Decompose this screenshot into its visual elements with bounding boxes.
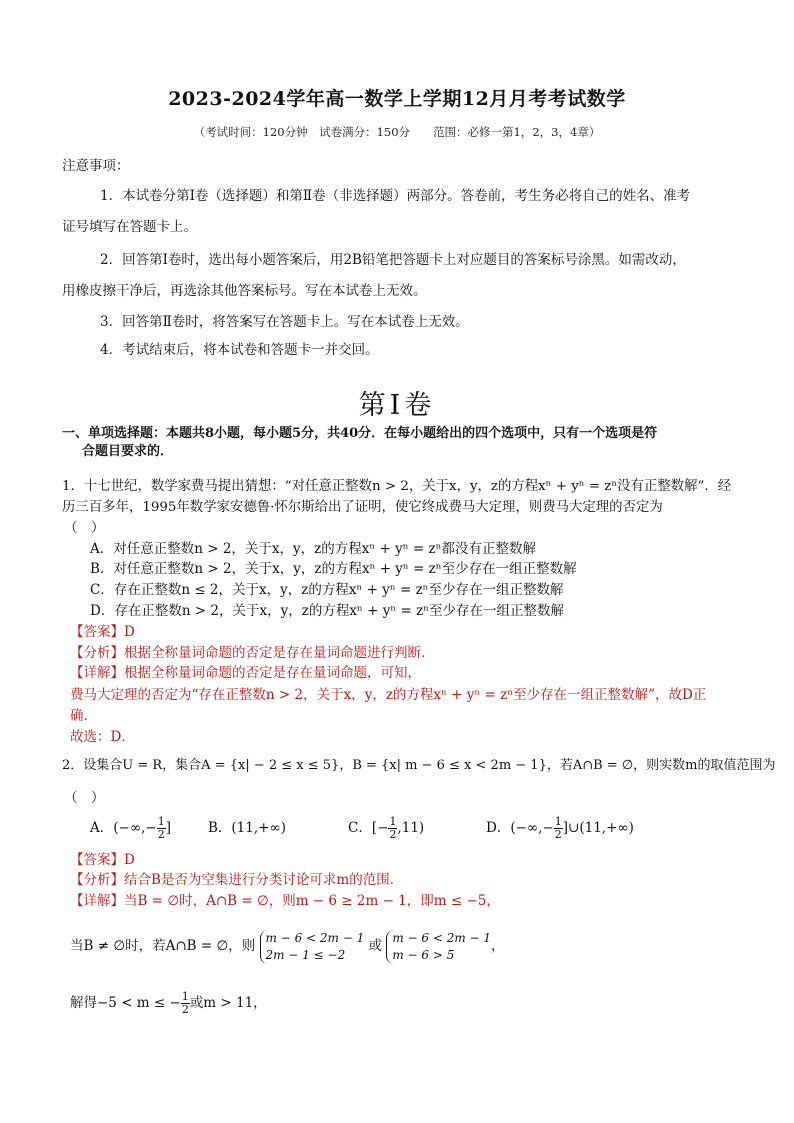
fraction-denominator: 2 <box>554 828 562 841</box>
fraction <box>554 816 563 841</box>
system-1-row-2: 2m − 1 ≤ −2 <box>265 947 346 962</box>
q1-option-a: A．对任意正整数n > 2，关于x，y，z的方程xⁿ + yⁿ = zⁿ都没有正整数解 <box>90 541 536 557</box>
q2-solution-suffix: 或m > 11， <box>189 995 267 1011</box>
section-instruction: 一、单项选择题：本题共8小题，每小题5分，共40分．在每小题给出的四个选项中，只有一个选项是符 <box>62 426 658 441</box>
fraction-numerator: 1 <box>554 815 562 828</box>
q2-detail-case-2 <box>70 926 505 966</box>
q2-detail: 【详解】当B = ∅时，A∩B = ∅，则m − 6 ≥ 2m − 1，即m ≤ −5， <box>70 893 500 909</box>
q1-option-b: B．对任意正整数n > 2，关于x，y，z的方程xⁿ + yⁿ = zⁿ至少存在一组正整数解 <box>90 561 577 577</box>
q1-stem: 1．十七世纪，数学家费马提出猜想：“对任意正整数n > 2，关于x，y，z的方程xⁿ + yⁿ = zⁿ没有正整数解”．经 <box>62 479 732 494</box>
fraction <box>157 816 166 841</box>
q1-detail: 【详解】根据全称量词命题的否定是存在量词命题，可知， <box>70 665 421 681</box>
q2-option-a-right: ] <box>165 820 171 836</box>
notice-item-4: 4．考试结束后，将本试卷和答题卡一并交回。 <box>100 342 379 358</box>
q2-option-a-label: A． <box>90 820 114 836</box>
fraction-numerator: 1 <box>389 815 397 828</box>
fraction-denominator: 2 <box>157 828 165 841</box>
q1-analysis: 【分析】根据全称量词命题的否定是存在量词命题进行判断． <box>70 645 435 661</box>
q2-option-c-left: [− <box>371 820 389 836</box>
q1-conclusion: 故选：D． <box>70 729 135 745</box>
fraction-denominator: 2 <box>389 828 397 841</box>
fraction-denominator: 2 <box>181 1003 189 1016</box>
section-title: 第Ⅰ卷 <box>358 390 436 421</box>
fraction-numerator: 1 <box>157 815 165 828</box>
notice-item-3: 3．回答第Ⅱ卷时，将答案写在答题卡上。写在本试卷上无效。 <box>100 314 469 330</box>
q2-option-d-label: D． <box>486 820 511 836</box>
notice-item-1: 1．本试卷分第Ⅰ卷（选择题）和第Ⅱ卷（非选择题）两部分。答卷前，考生务必将自己的姓名、准考 <box>100 188 691 204</box>
notice-item-2-cont: 用橡皮擦干净后，再选涂其他答案标号。写在本试卷上无效。 <box>62 283 427 299</box>
or-word: 或 <box>368 938 383 954</box>
notice-item-2: 2．回答第Ⅰ卷时，选出每小题答案后，用2B铅笔把答题卡上对应题目的答案标号涂黑。如需改动， <box>100 252 686 268</box>
q2-case-2-prefix: 当B ≠ ∅时，若A∩B = ∅，则 <box>70 938 256 954</box>
q1-detail-end: 确． <box>70 708 97 724</box>
q2-stem: 2．设集合U = R，集合A = {x| − 2 ≤ x ≤ 5}，B = {x| m − 6 ≤ x < 2m − 1}，若A∩B = ∅，则实数m的取值范围为 <box>62 758 776 773</box>
q2-option-d-left: (−∞,− <box>510 820 554 836</box>
fraction <box>181 991 190 1016</box>
notice-item-1-cont: 证号填写在答题卡上。 <box>62 219 197 235</box>
system-1-row-1: m − 6 < 2m − 1 <box>265 930 365 945</box>
q2-answer-paren: （ ） <box>64 790 105 806</box>
q2-answer: 【答案】D <box>70 852 135 868</box>
inequality-system-2 <box>386 930 491 964</box>
q2-option-c <box>348 814 424 842</box>
q1-option-d: D．存在正整数n > 2，关于x，y，z的方程xⁿ + yⁿ = zⁿ至少存在一组正整数解 <box>90 603 565 619</box>
q2-option-c-right: ,11) <box>397 820 425 836</box>
fraction-numerator: 1 <box>181 990 189 1003</box>
q2-option-b: B．(11,+∞) <box>208 820 286 836</box>
system-2-row-1: m − 6 < 2m − 1 <box>392 930 492 945</box>
exam-title: 2023-2024学年高一数学上学期12月月考考试数学 <box>168 88 626 110</box>
q2-solution-prefix: 解得−5 < m ≤ − <box>70 995 181 1011</box>
section-instruction-cont: 合题目要求的． <box>82 444 174 459</box>
inequality-system-1 <box>260 930 365 964</box>
exam-subtitle: （考试时间：120分钟 试卷满分：150分 范围：必修一第1，2，3，4章） <box>193 125 601 139</box>
q2-analysis: 【分析】结合B是否为空集进行分类讨论可求m的范围． <box>70 872 404 888</box>
q1-stem-cont: 历三百多年，1995年数学家安德鲁·怀尔斯给出了证明，使它终成费马大定理，则费马大定理的否定为 <box>62 500 663 515</box>
q1-answer-paren: （ ） <box>64 520 105 536</box>
q1-detail-cont: 费马大定理的否定为“存在正整数n > 2，关于x，y，z的方程xⁿ + yⁿ = zⁿ至少存在一组正整数解”，故D正 <box>70 687 707 703</box>
system-2-row-2: m − 6 > 5 <box>392 947 455 962</box>
q2-case-2-suffix: ， <box>491 938 505 954</box>
q2-option-d <box>486 814 634 842</box>
q2-option-d-right: ]∪(11,+∞) <box>562 820 634 836</box>
q2-solution <box>70 988 267 1018</box>
notice-heading: 注意事项： <box>62 158 130 174</box>
q2-option-a-left: (−∞,− <box>113 820 157 836</box>
q1-option-c: C．存在正整数n ≤ 2，关于x，y，z的方程xⁿ + yⁿ = zⁿ至少存在一组正整数解 <box>90 582 564 598</box>
q2-option-a <box>90 814 171 842</box>
q1-answer: 【答案】D <box>70 624 135 640</box>
q2-option-c-label: C． <box>348 820 372 836</box>
